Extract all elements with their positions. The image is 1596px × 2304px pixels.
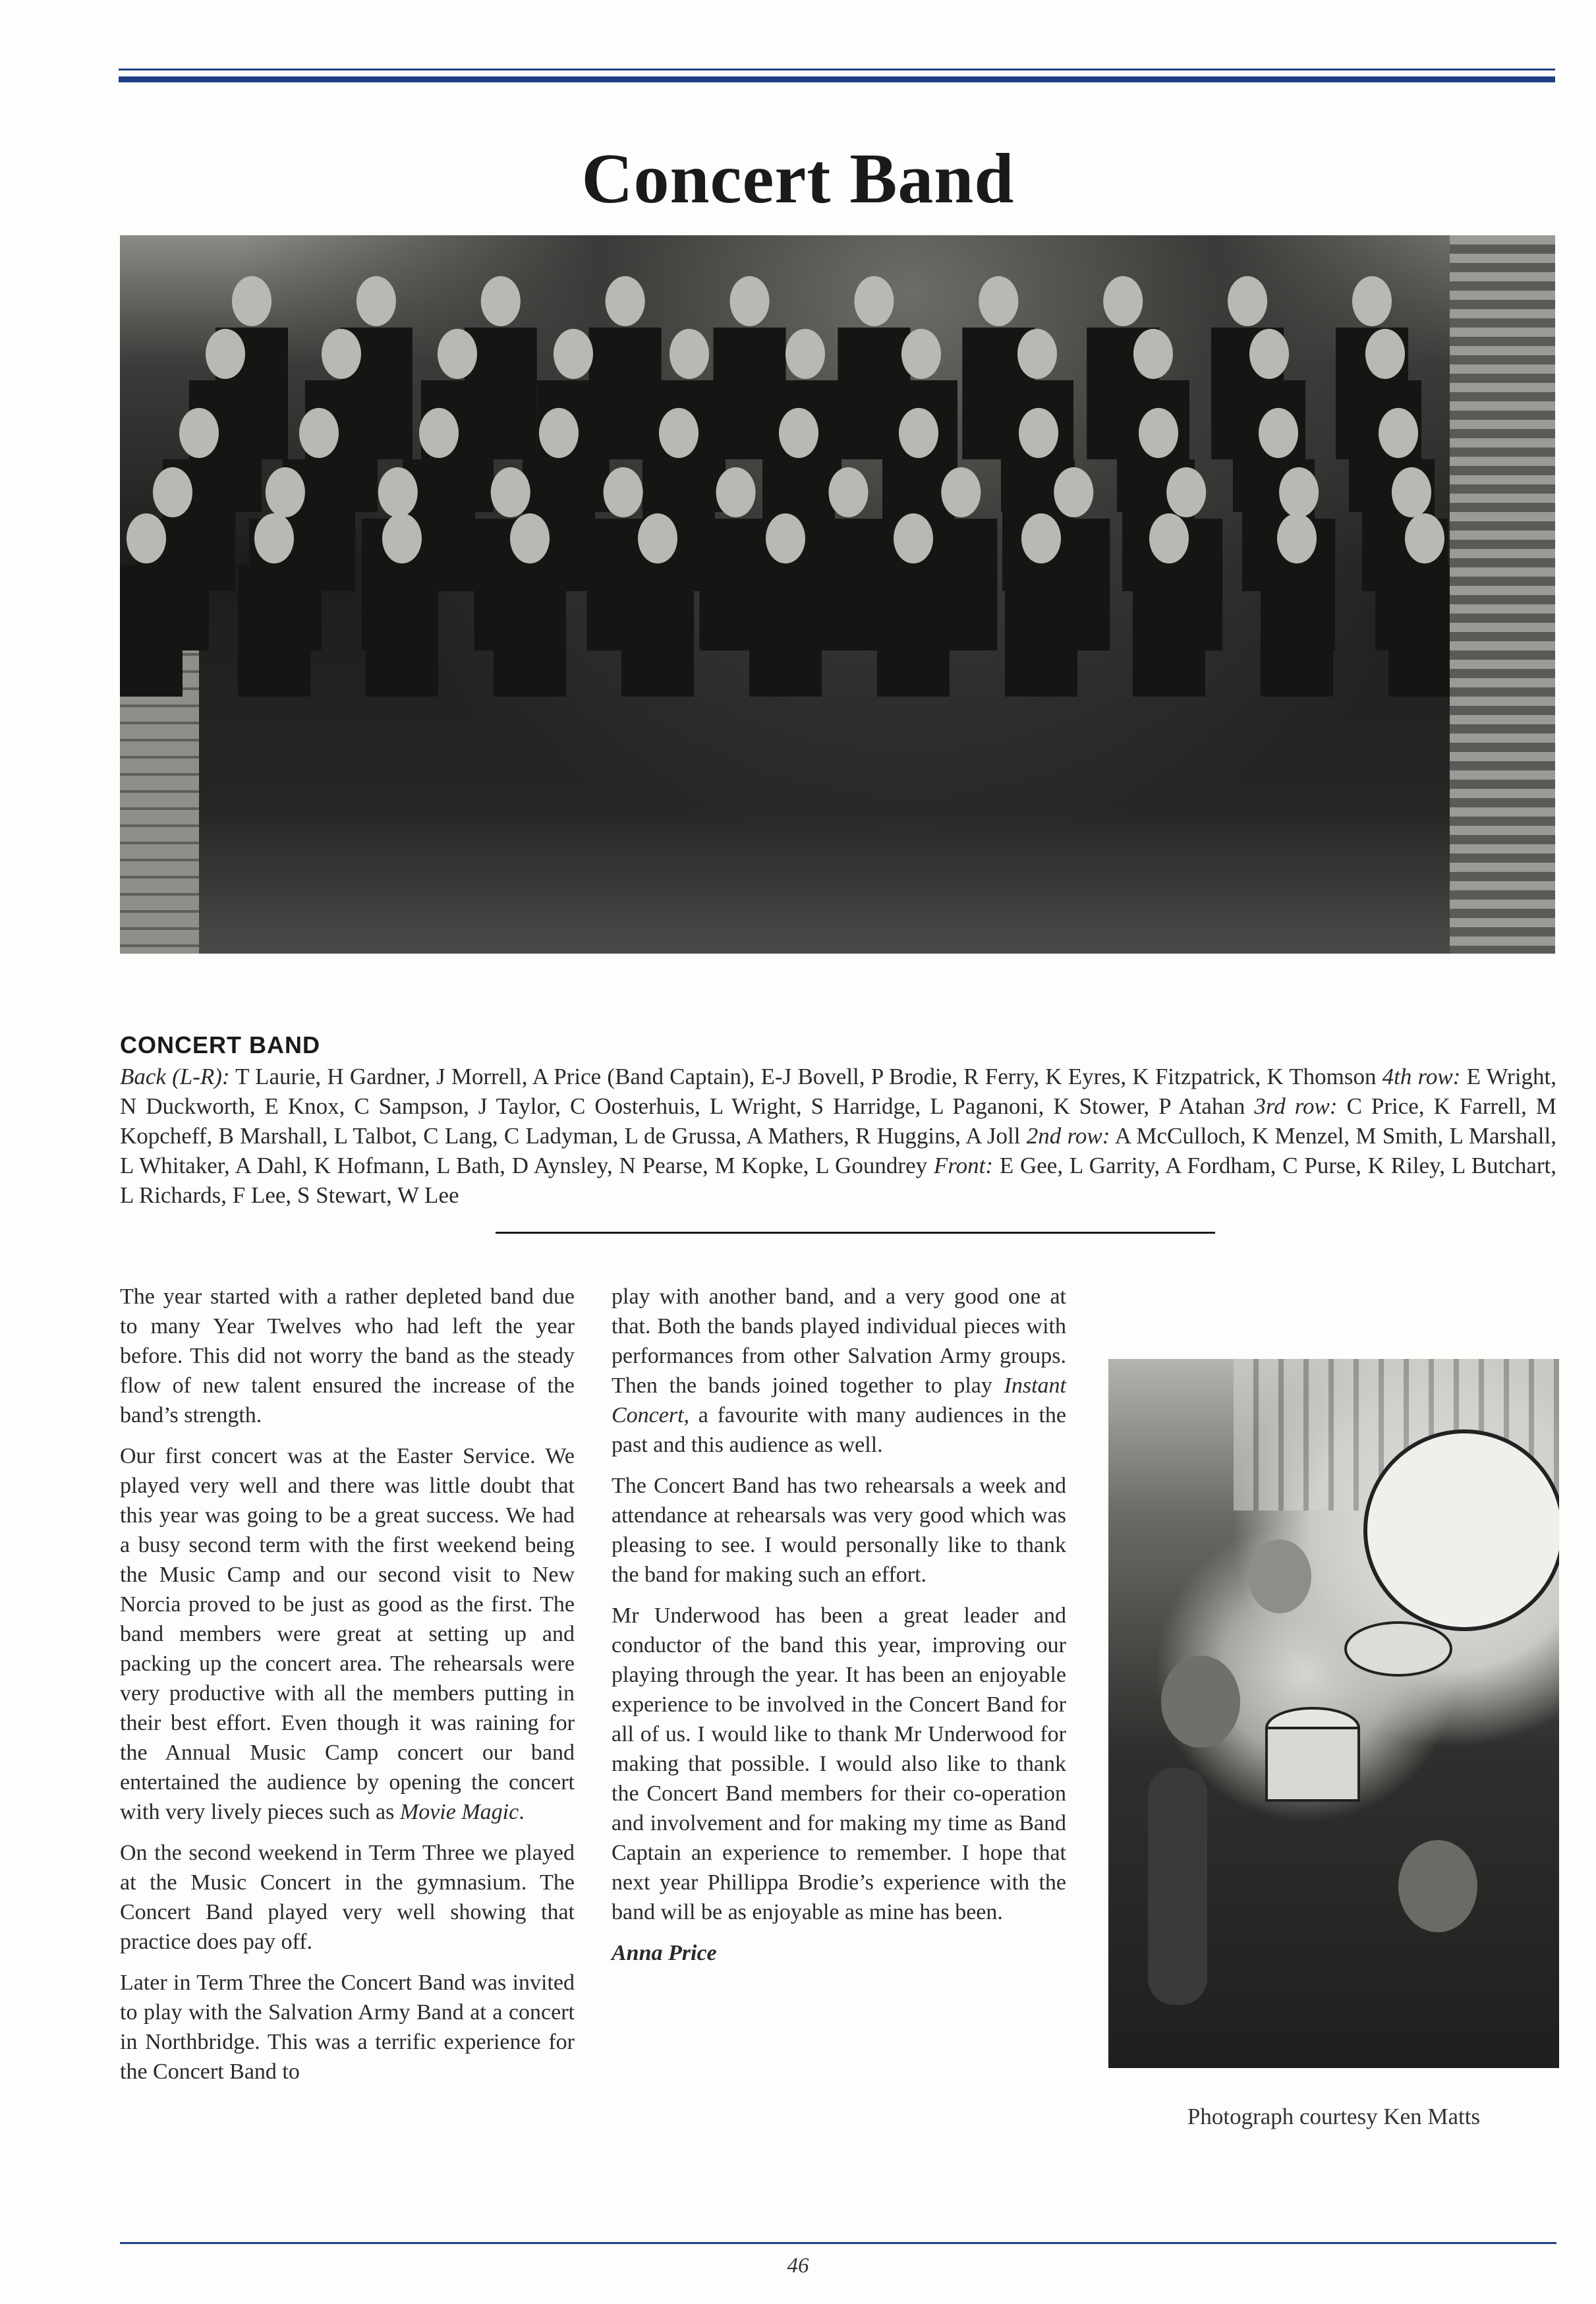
member-head (766, 513, 805, 563)
article-column-1 (120, 1282, 575, 2098)
member-head (1405, 513, 1444, 563)
caption-heading: CONCERT BAND (120, 1031, 320, 1058)
top-rule-thick (119, 76, 1555, 82)
paragraph: Later in Term Three the Concert Band was invited to play with the Salvation Army Band at a concert in Northbridge. This was a terrific experience for the Concert Band to (120, 1971, 575, 2084)
double-bass (1148, 1768, 1207, 2005)
member-blazer (238, 565, 310, 697)
article-column-2 (612, 1282, 1066, 1979)
member-head (1277, 513, 1317, 563)
paragraph: The year started with a rather depleted band due to many Year Twelves who had left the year before. This did not worry the band as the steady flow of new talent ensured the increase of the band’s strength. (120, 1284, 575, 1427)
member-head (899, 408, 938, 458)
member-head (1139, 408, 1178, 458)
member-head (1365, 329, 1405, 379)
member-head (604, 467, 643, 517)
member-head (254, 513, 294, 563)
member-head (554, 329, 593, 379)
member-head (1017, 329, 1057, 379)
member-head (419, 408, 459, 458)
row-names-3rd: C Price, K Farrell, M Kopcheff, B Marshall, L Talbot, C Lang, C Ladyman, L de Grussa, A Mathers, R Huggins, A Joll (120, 1093, 1556, 1149)
member-head (901, 329, 941, 379)
row-label-2nd: 2nd row: (1026, 1123, 1110, 1149)
member-head (232, 276, 271, 326)
member-head (659, 408, 698, 458)
member-head (179, 408, 219, 458)
member-head (1019, 408, 1058, 458)
member-head (266, 467, 305, 517)
member-head (1279, 467, 1319, 517)
member-head (206, 329, 245, 379)
group-photo (120, 235, 1555, 954)
piece-title: Instant Concert (612, 1373, 1066, 1427)
bassist-head (1161, 1656, 1240, 1748)
photo-credit: Photograph courtesy Ken Matts (1187, 2104, 1481, 2129)
member-head (1392, 467, 1431, 517)
member-blazer (1005, 565, 1077, 697)
paragraph: Mr Underwood has been a great leader and conductor of the band this year, improving our playing through the year. It has been an enjoyable experience to be involved in the Concert Band for all of us. I would like to thank Mr Underwood for making that possible. I would also like to thank the Concert Band members for their co-operation and involvement and for making my time as Band Captain an experience to remember. I hope that next year Phillippa Brodie’s experience with the band will be as enjoyable as mine has been. (612, 1603, 1066, 1924)
row-names-back: T Laurie, H Gardner, J Morrell, A Price (Band Captain), E-J Bovell, P Brodie, R Ferry, K Eyres, K Fitzpatrick, K Thomson (235, 1064, 1377, 1089)
row-label-4th: 4th row: (1382, 1064, 1461, 1089)
member-blazer (877, 565, 950, 697)
member-head (510, 513, 550, 563)
member-head (1228, 276, 1267, 326)
member-head (1149, 513, 1189, 563)
member-head (828, 467, 868, 517)
snare-shell (1267, 1728, 1359, 1800)
member-head (1054, 467, 1093, 517)
member-head (979, 276, 1018, 326)
member-head (322, 329, 361, 379)
member-head (1021, 513, 1061, 563)
paragraph: play with another band, and a very good one at that. Both the bands played individual pieces with performances from other Salvation Army groups. Then the bands joined together to play Instant Concert, a favourite with many audiences in the past and this audience as well. (612, 1284, 1066, 1457)
member-head (539, 408, 579, 458)
member-blazer (749, 565, 822, 697)
member-head (894, 513, 933, 563)
member-head (1379, 408, 1418, 458)
band-members-silhouettes (120, 235, 1555, 954)
member-head (854, 276, 894, 326)
member-head (481, 276, 521, 326)
member-head (779, 408, 818, 458)
member-head (438, 329, 477, 379)
member-head (378, 467, 418, 517)
stairs (1450, 235, 1555, 954)
member-head (1103, 276, 1143, 326)
author-signature: Anna Price (612, 1941, 717, 1965)
row-label-back: Back (L-R): (120, 1064, 230, 1089)
piece-title: Movie Magic (399, 1800, 519, 1824)
member-head (356, 276, 396, 326)
member-head (299, 408, 339, 458)
member-blazer (366, 565, 438, 697)
member-head (382, 513, 422, 563)
member-head (785, 329, 825, 379)
member-head (638, 513, 677, 563)
drum-kit (1108, 1359, 1559, 2068)
row-label-front: Front: (933, 1153, 994, 1178)
member-blazer (494, 565, 566, 697)
member-head (1259, 408, 1298, 458)
member-head (127, 513, 166, 563)
member-head (1249, 329, 1289, 379)
member-head (153, 467, 192, 517)
member-head (491, 467, 530, 517)
member-head (1133, 329, 1173, 379)
player-head (1398, 1840, 1477, 1932)
row-names-4th: E Wright, N Duckworth, E Knox, C Sampson, J Taylor, C Oosterhuis, L Wright, S Harridge, L Paganoni, K Stower, P Atahan (120, 1064, 1557, 1119)
paragraph: The Concert Band has two rehearsals a week and attendance at rehearsals was very good which was pleasing to see. I would personally like to thank the band for making such an effort. (612, 1474, 1066, 1587)
page-title: Concert Band (581, 140, 1015, 218)
row-names-front: E Gee, L Garrity, A Fordham, C Purse, K Riley, L Butchart, L Richards, F Lee, S Stewart, W Lee (120, 1153, 1557, 1208)
member-head (1352, 276, 1392, 326)
paragraph: On the second weekend in Term Three we played at the Music Concert in the gymnasium. The Concert Band played very well showing that practice does pay off. (120, 1841, 575, 1954)
top-rule-thin (119, 69, 1555, 71)
bass-drum (1365, 1431, 1559, 1629)
drummer-head (1248, 1540, 1311, 1613)
bottom-rule (120, 2242, 1556, 2244)
member-blazer (812, 519, 884, 650)
member-head (1166, 467, 1206, 517)
group-photo-caption (120, 1031, 1556, 1210)
member-blazer (621, 565, 694, 697)
member-head (670, 329, 709, 379)
member-head (941, 467, 981, 517)
section-divider (496, 1232, 1215, 1234)
paragraph: Our first concert was at the Easter Service. We played very well and there was little doubt that this year was going to be a great success. We had a busy second term with the first weekend being the Music Camp and our second visit to New Norcia proved to be just as good as the first. The band members were great at setting up and packing up the concert area. The rehearsals were very productive with all the members putting in their best effort. Even though it was raining for the Annual Music Camp concert our band entertained the audience by opening the concert with very lively pieces such as Movie Magic. (120, 1444, 575, 1824)
member-blazer (120, 565, 183, 697)
caption-names (120, 1062, 1556, 1210)
band-rehearsal-photo (1108, 1359, 1559, 2068)
member-head (606, 276, 645, 326)
row-label-3rd: 3rd row: (1254, 1093, 1338, 1119)
member-blazer (1133, 565, 1205, 697)
member-blazer (1261, 565, 1333, 697)
page-number: 46 (787, 2254, 809, 2278)
member-head (730, 276, 770, 326)
member-head (716, 467, 756, 517)
tom-drum (1346, 1623, 1451, 1675)
row-names-2nd: A McCulloch, K Menzel, M Smith, L Marshall, L Whitaker, A Dahl, K Hofmann, L Bath, D Aynsley, N Pearse, M Kopke, L Goundrey (120, 1123, 1557, 1178)
